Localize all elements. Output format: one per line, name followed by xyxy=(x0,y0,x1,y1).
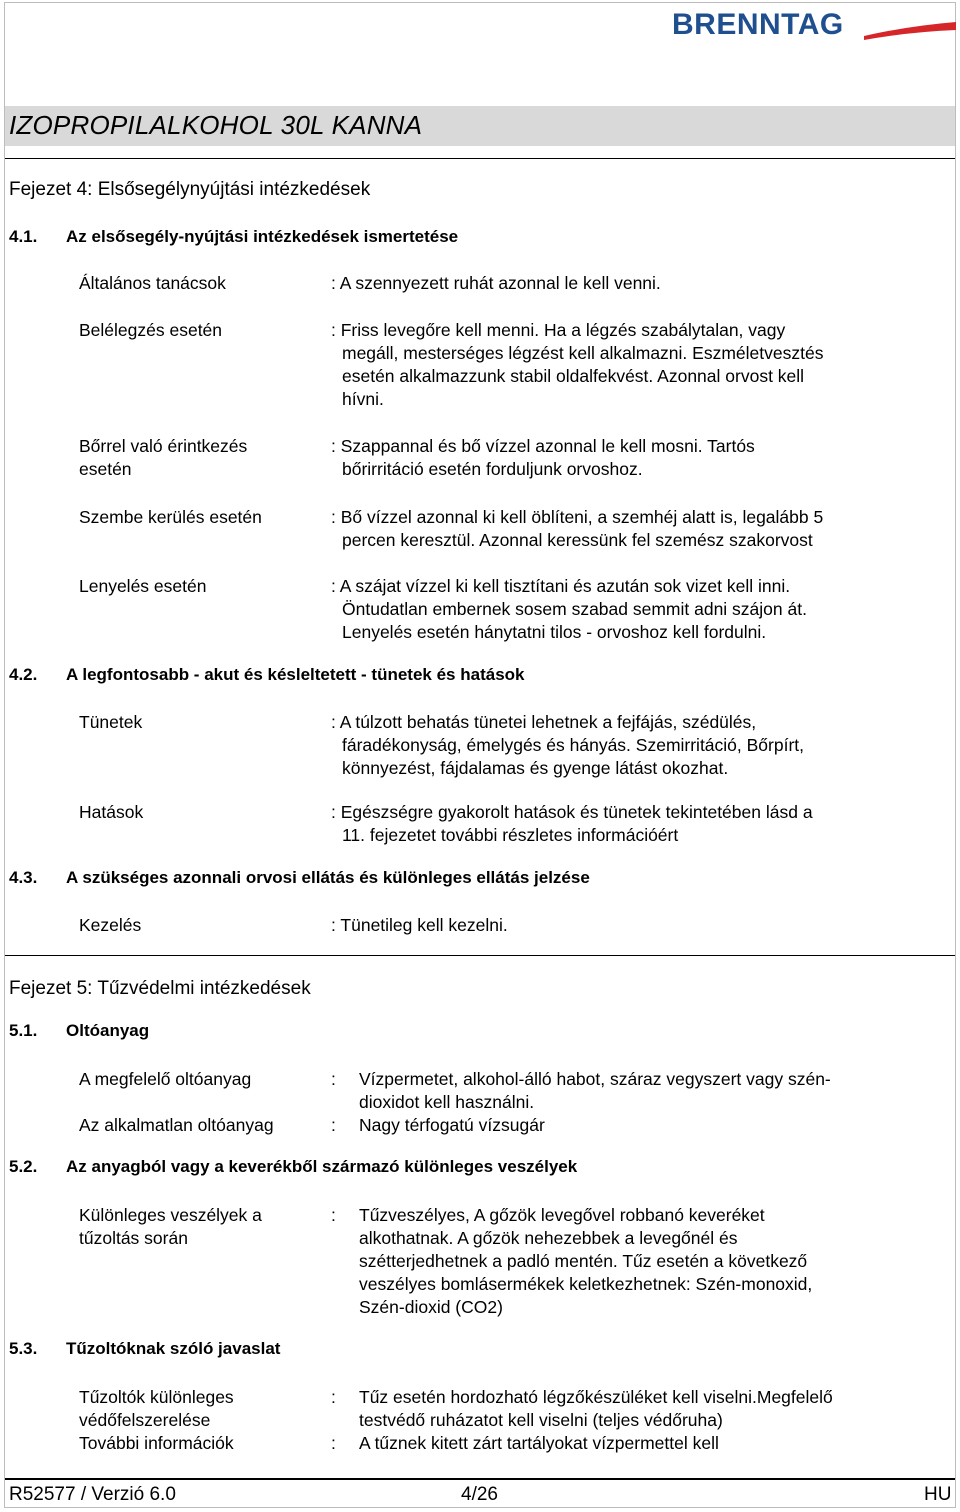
field-label: Bőrrel való érintkezés esetén xyxy=(79,436,248,479)
field-label: Lenyelés esetén xyxy=(79,576,207,596)
page-number: 4/26 xyxy=(461,1484,498,1505)
field-colon: : xyxy=(331,1433,336,1453)
document-version: R52577 / Verzió 6.0 xyxy=(9,1484,176,1505)
field-value: : Tünetileg kell kezelni. xyxy=(331,915,508,935)
field-label: Általános tanácsok xyxy=(79,273,226,293)
field-colon: : xyxy=(331,1115,336,1135)
section-number: 4.3. xyxy=(9,868,38,887)
chapter-title: Fejezet 5: Tűzvédelmi intézkedések xyxy=(9,978,311,999)
field-value: : Friss levegőre kell menni. Ha a légzés szabálytalan, vagy megáll, mesterséges légzést kell alkalmazni. Eszméletvesztés esetén alkalmazzunk stabil oldalfekvést. Azonnal orvost kell hívni. xyxy=(331,320,824,409)
field-label: Az alkalmatlan oltóanyag xyxy=(79,1115,274,1135)
field-label: Hatások xyxy=(79,802,144,822)
field-value: : Egészségre gyakorolt hatások és tünetek tekintetében lásd a 11. fejezetet további részletes információért xyxy=(331,802,813,845)
divider xyxy=(5,158,955,159)
field-value: : Bő vízzel azonnal ki kell öblíteni, a szemhéj alatt is, legalább 5 percen keresztül. Azonnal keressünk fel szemész szakorvost xyxy=(331,507,824,550)
logo-text: BRENNTAG xyxy=(672,8,844,41)
field-value: : A szennyezett ruhát azonnal le kell venni. xyxy=(331,273,661,293)
field-value: Tűz esetén hordozható légzőkészüléket kell viselni.Megfelelő testvédő ruházatot kell viselni (teljes védőruha) xyxy=(359,1387,833,1430)
field-value: Tűzveszélyes, A gőzök levegővel robbanó keveréket alkothatnak. A gőzök nehezebbek a levegőnél és szétterjedhetnek a padló mentén. Tűz esetén a következő veszélyes bomlásermékek keletkezhetnek: Szén-monoxid, Szén-dioxid (CO2) xyxy=(359,1205,813,1317)
field-colon: : xyxy=(331,1205,336,1225)
product-title: IZOPROPILALKOHOL 30L KANNA xyxy=(9,110,423,140)
field-label: Tünetek xyxy=(79,712,143,732)
field-value: Vízpermetet, alkohol-álló habot, száraz vegyszert vagy szén- dioxidot kell használni. xyxy=(359,1069,831,1112)
field-value: : Szappannal és bő vízzel azonnal le kell mosni. Tartós bőrirritáció esetén forduljunk orvoshoz. xyxy=(331,436,755,479)
section-title: Az anyagból vagy a keverékből származó különleges veszélyek xyxy=(66,1157,578,1176)
field-value: : A szájat vízzel ki kell tisztítani és azután sok vizet kell inni. Öntudatlan embernek sosem szabad semmit adni szájon át. Lenyelés esetén hánytatni tilos - orvoshoz kell fordulni. xyxy=(331,576,807,642)
section-number: 5.3. xyxy=(9,1339,38,1358)
section-title: Oltóanyag xyxy=(66,1021,150,1040)
field-label: Szembe kerülés esetén xyxy=(79,507,262,527)
language-code: HU xyxy=(924,1484,952,1505)
section-title: Az elsősegély-nyújtási intézkedések ismertetése xyxy=(66,227,459,246)
field-label: Belélegzés esetén xyxy=(79,320,223,340)
field-label: A megfelelő oltóanyag xyxy=(79,1069,252,1089)
field-label: Tűzoltók különleges védőfelszerelése xyxy=(79,1387,234,1430)
section-title: A szükséges azonnali orvosi ellátás és különleges ellátás jelzése xyxy=(66,868,590,887)
brenntag-logo xyxy=(668,4,956,48)
field-colon: : xyxy=(331,1069,336,1089)
field-value: Nagy térfogatú vízsugár xyxy=(359,1115,545,1135)
field-label: Kezelés xyxy=(79,915,142,935)
field-value: : A túlzott behatás tünetei lehetnek a fejfájás, szédülés, fáradékonyság, émelygés és hányás. Szemirritáció, Bőrpírt, könnyezést, fájdalamas és gyenge látást okozhat. xyxy=(331,712,805,778)
section-number: 5.2. xyxy=(9,1157,38,1176)
section-number: 4.2. xyxy=(9,665,38,684)
field-value: A tűznek kitett zárt tartályokat vízpermettel kell xyxy=(359,1433,719,1453)
footer-divider xyxy=(5,1478,955,1480)
section-number: 5.1. xyxy=(9,1021,38,1040)
logo-swoosh xyxy=(864,22,956,40)
section-title: A legfontosabb - akut és késleltetett - tünetek és hatások xyxy=(66,665,525,684)
field-colon: : xyxy=(331,1387,336,1407)
section-title: Tűzoltóknak szóló javaslat xyxy=(66,1339,281,1358)
chapter-title: Fejezet 4: Elsősegélynyújtási intézkedések xyxy=(9,179,371,200)
field-label: Különleges veszélyek a tűzoltás során xyxy=(79,1205,262,1248)
divider xyxy=(5,955,955,956)
section-number: 4.1. xyxy=(9,227,38,246)
field-label: További információk xyxy=(79,1433,234,1453)
